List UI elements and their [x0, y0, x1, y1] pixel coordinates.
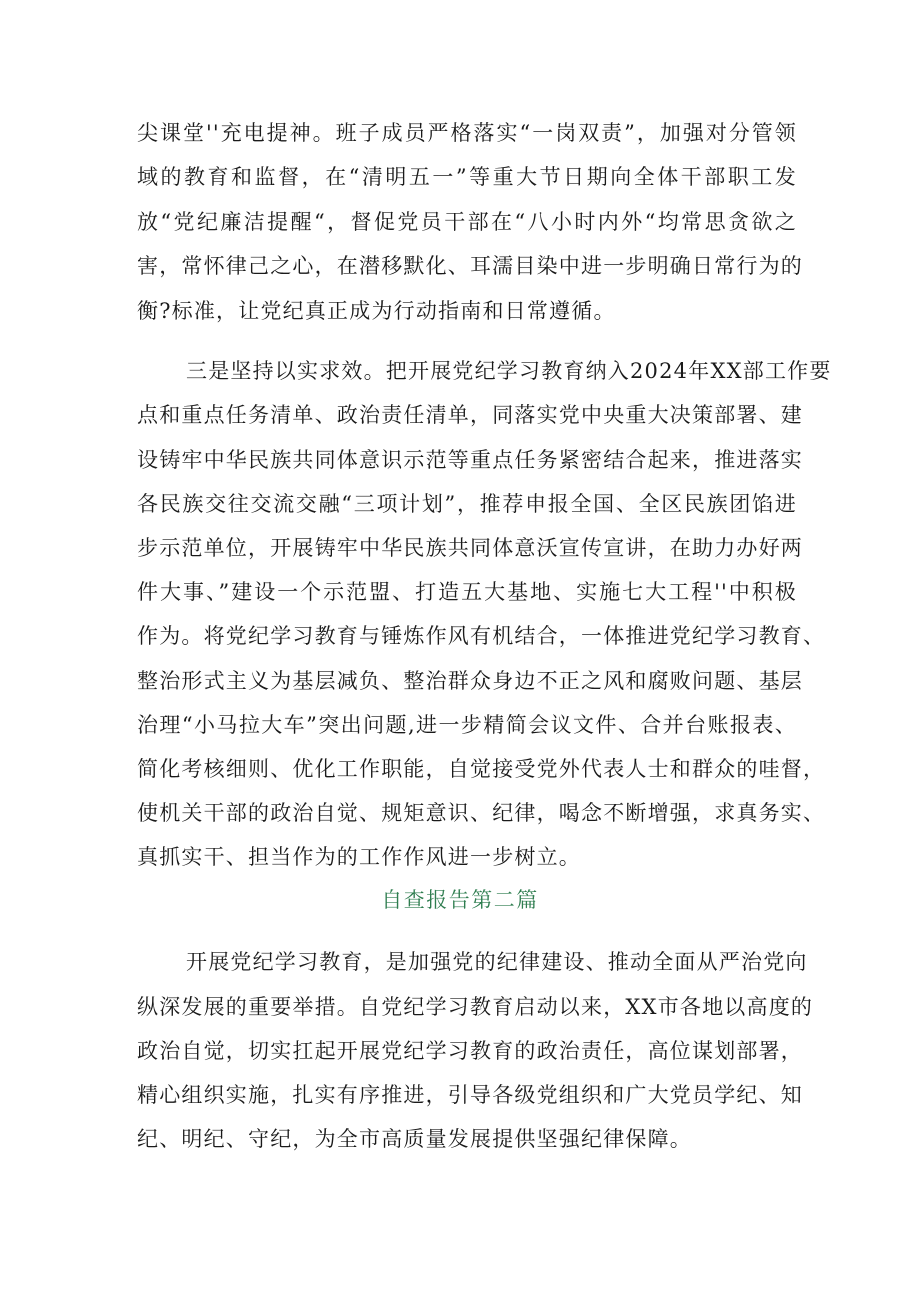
paragraph-line: 点和重点任务清单、政治责任清单，同落实党中央重大决策部署、建 — [137, 403, 803, 427]
paragraph-line: 真抓实干、担当作为的工作作风进一步树立。 — [137, 845, 581, 869]
paragraph-line: 精心组织实施，扎实有序推进，引导各级党组织和广大党员学纪、知 — [137, 1083, 803, 1107]
paragraph-line: 使机关干部的政治自觉、规矩意识、纪律，喝念不断增强，求真务实、 — [137, 801, 826, 825]
paragraph-line: 放“党纪廉洁提醒“，督促党员干部在“八小时内外“均常思贪欲之 — [137, 210, 797, 234]
section-heading: 自查报告第二篇 — [381, 888, 539, 912]
paragraph-line: 各民族交往交流交融“三项计划”，推荐申报全国、全区民族团馅进 — [137, 492, 797, 516]
paragraph-line: 害，常怀律己之心，在潜移默化、耳濡目染中进一步明确日常行为的 — [137, 254, 803, 278]
paragraph-line: 步示范单位，开展铸牢中华民族共同体意沃宣传宣讲，在助力办好两 — [137, 536, 803, 560]
paragraph-line: 政治自觉，切实扛起开展党纪学习教育的政治责任，高位谋划部署， — [137, 1039, 803, 1063]
paragraph-line: 三是坚持以实求效。把开展党纪学习教育纳入2024年XX部工作要 — [186, 359, 832, 383]
paragraph-line: 整治形式主义为基层减负、整治群众身边不正之风和腐败问题、基层 — [137, 669, 803, 693]
paragraph-line: 设铸牢中华民族共同体意识示范等重点任务紧密结合起来，推进落实 — [137, 448, 803, 472]
paragraph-line: 纵深发展的重要举措。自党纪学习教育启动以来，XX市各地以高度的 — [137, 995, 814, 1019]
paragraph-line: 尖课堂''充电提神。班子成员严格落实“一岗双责”，加强对分管领 — [137, 121, 797, 145]
paragraph-line: 件大事、”建设一个示范盟、打造五大基地、实施七大工程''中积极 — [137, 580, 797, 604]
paragraph-line: 开展党纪学习教育，是加强党的纪律建设、推动全面从严治党向 — [186, 950, 808, 974]
paragraph-line: 衡?标准，让党纪真正成为行动指南和日常遵循。 — [137, 299, 616, 323]
paragraph-line: 纪、明纪、守纪，为全市高质量发展提供坚强纪律保障。 — [137, 1127, 692, 1151]
paragraph-line: 简化考核细则、优化工作职能，自觉接受党外代表人士和群众的哇督， — [137, 757, 826, 781]
paragraph-line: 域的教育和监督，在“清明五一”等重大节日期向全体干部职工发 — [137, 165, 797, 189]
paragraph-line: 治理“小马拉大车”突出问题,进一步精简会议文件、合并台账报表、 — [137, 713, 797, 737]
paragraph-line: 作为。将党纪学习教育与锤炼作风有机结合，一体推进党纪学习教育、 — [137, 624, 826, 648]
